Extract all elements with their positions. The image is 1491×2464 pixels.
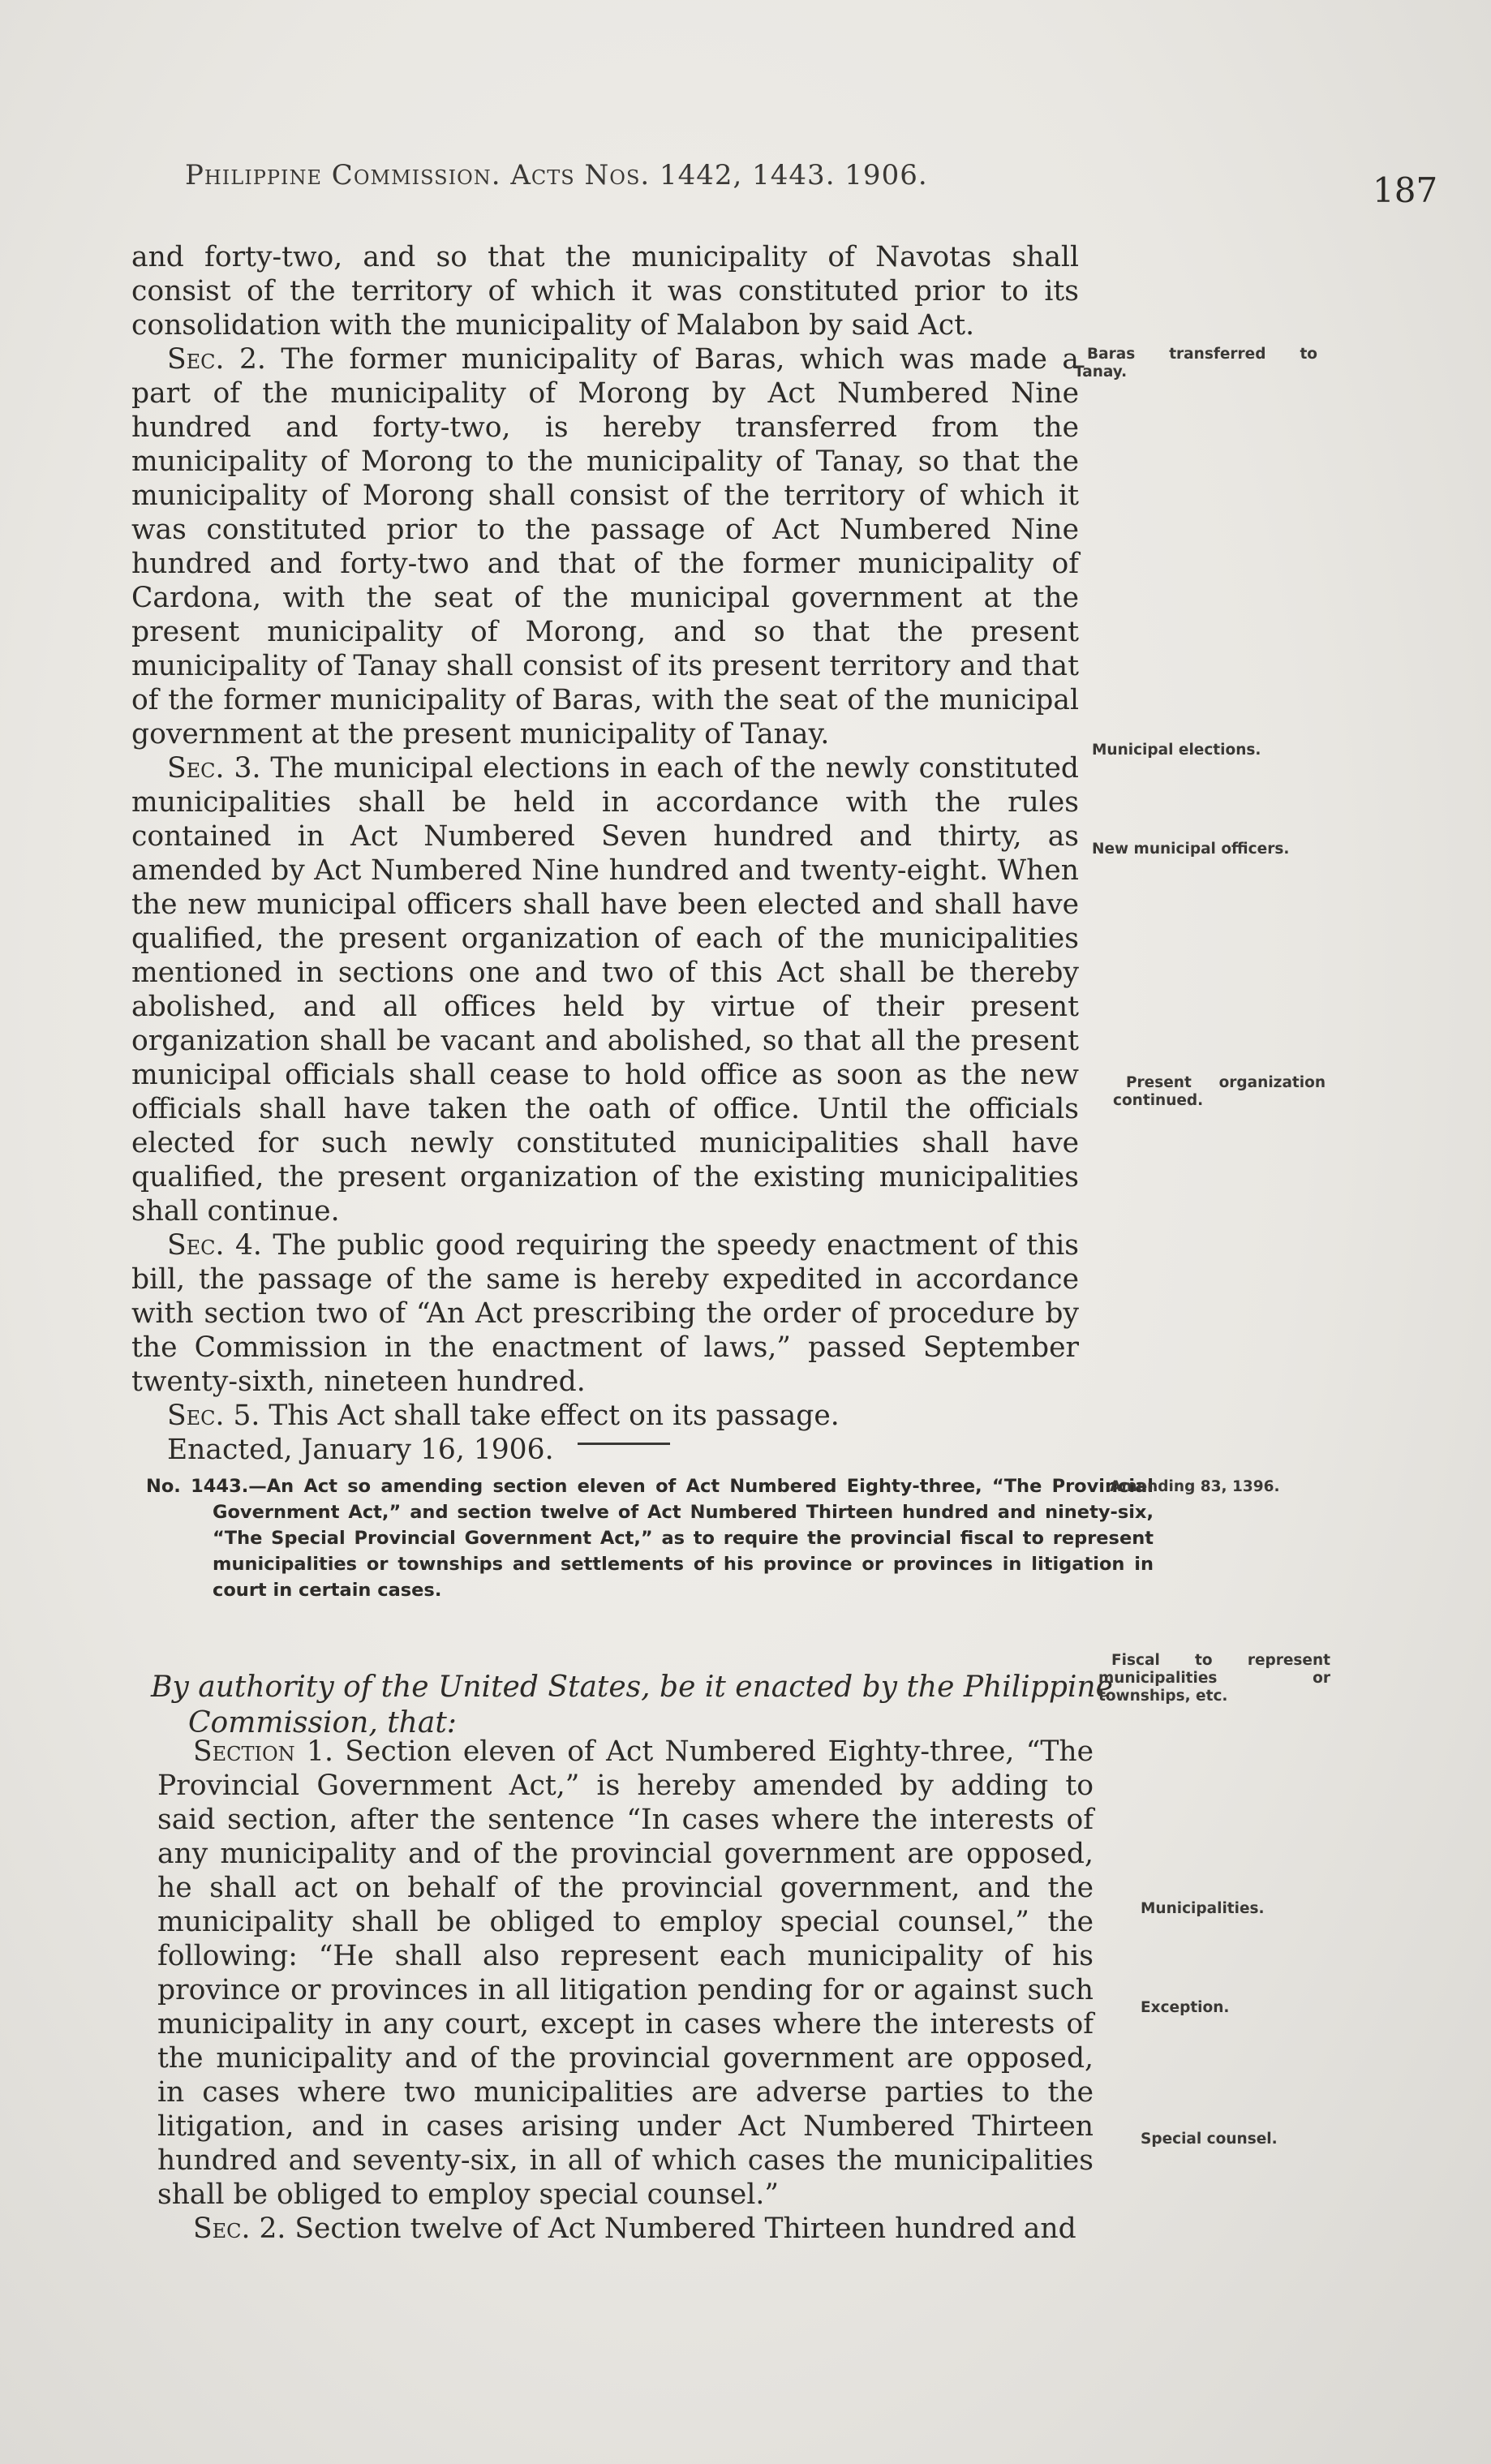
section-text: The former municipality of Baras, which was made a part of the municipality of Morong by Act Numbered Nine hundred and forty-two, is hereby transferred from the municipality of Morong to the municipality of Tanay, so that the municipality of Morong shall consist of the territory of which it was constituted prior to the passage of Act Numbered Nine hundred and forty-two and that of the former municipality of Cardona, with the seat of the municipal government at the present municipality of Morong, and so that the present municipality of Tanay shall consist of its present territory and that of the former municipality of Baras, with the seat of the municipal government at the present municipality of Tanay. xyxy=(131,343,1079,750)
margin-note-municipalities: Municipalities. xyxy=(1141,1900,1265,1917)
section-2-act-1443 xyxy=(157,2212,1094,2246)
section-2 xyxy=(131,342,1079,751)
section-1 xyxy=(157,1735,1094,2212)
act-1443-body xyxy=(157,1735,1094,2246)
section-4 xyxy=(131,1228,1079,1399)
margin-note-special-counsel: Special counsel. xyxy=(1141,2131,1278,2148)
section-text: Section eleven of Act Numbered Eighty-three, “The Provincial Government Act,” is hereby amended by adding to said section, after the sentence “In cases where the interests of any municipality and of the provincial government are opposed, he shall act on behalf of the provincial government, and the municipality shall be obliged to employ special counsel,” the following: “He shall also represent each municipality of his province or provinces in all litigation pending for or against such municipality in any court, except in cases where the interests of the municipality and of the provincial government are opposed, in cases where two municipalities are adverse parties to the litigation, and in cases arising under Act Numbered Thirteen hundred and seventy-six, in all of which cases the municipalities shall be obliged to employ special counsel.” xyxy=(157,1735,1094,2211)
paragraph-continuation: and forty-two, and so that the municipality of Navotas shall consist of the territory of which it was constituted prior to its consolidation with the municipality of Malabon by said Act. xyxy=(131,241,1079,342)
margin-note-amending: Amending 83, 1396. xyxy=(1110,1478,1280,1495)
section-text: This Act shall take effect on its passage. xyxy=(269,1400,840,1432)
section-label: Sec. 3. xyxy=(167,752,261,785)
section-text: The public good requiring the speedy enactment of this bill, the passage of the same is hereby expedited in accordance with section two of “An Act prescribing the order of procedure by the Commission in the enactment of laws,” passed September twenty-sixth, nineteen hundred. xyxy=(131,1229,1079,1398)
margin-note-baras: Baras transferred to Tanay. xyxy=(1074,346,1317,381)
margin-note-organization: Present organization continued. xyxy=(1113,1074,1326,1109)
section-label: Section 1. xyxy=(193,1735,333,1768)
margin-note-elections: Municipal elections. xyxy=(1092,742,1261,759)
enacted-date: Enacted, January 16, 1906. xyxy=(167,1434,554,1466)
separator-rule xyxy=(578,1443,670,1445)
section-label: Sec. 2. xyxy=(167,343,266,376)
section-label: Sec. 4. xyxy=(167,1229,262,1262)
section-text: The municipal elections in each of the newly constituted municipalities shall be held in accordance with the rules contained in Act Numbered Seven hundred and thirty, as amended by Act Numbered Nine hundred and twenty-eight. When the new municipal officers shall have been elected and shall have qualified, the present organization of each of the municipalities mentioned in sections one and two of this Act shall be thereby abolished, and all offices held by virtue of their present organization shall be vacant and abolished, so that all the present municipal officials shall cease to hold office as soon as the new officials shall have taken the oath of office. Until the officials elected for such newly constituted municipalities shall have qualified, the present organization of the existing municipalities shall continue. xyxy=(131,752,1079,1228)
page-number: 187 xyxy=(1373,170,1438,210)
margin-note-exception: Exception. xyxy=(1141,1999,1230,2016)
enacting-clause: By authority of the United States, be it enacted by the Philippine Commission, that: xyxy=(151,1671,1113,1739)
section-label: Sec. 2. xyxy=(193,2212,286,2245)
margin-note-officers: New municipal officers. xyxy=(1092,841,1290,858)
running-head xyxy=(185,159,1012,191)
act-1442-body xyxy=(131,240,1079,1467)
section-label: Sec. 5. xyxy=(167,1400,260,1432)
act-1443-heading: No. 1443.—An Act so amending section eleven of Act Numbered Eighty-three, “The Provincial Government Act,” and section twelve of Act Numbered Thirteen hundred and ninety-six, “The Special Provincial Government Act,” as to require the provincial fiscal to represent municipalities or townships and settlements of his province or provinces in litigation in court in certain cases. xyxy=(146,1476,1154,1601)
running-head-text: Philippine Commission. Acts Nos. 1442, 1443. 1906. xyxy=(185,159,928,191)
section-3 xyxy=(131,751,1079,1228)
section-text: Section twelve of Act Numbered Thirteen hundred and xyxy=(294,2212,1076,2245)
section-5 xyxy=(131,1399,1079,1433)
margin-note-fiscal: Fiscal to represent municipalities or townships, etc. xyxy=(1098,1652,1330,1705)
